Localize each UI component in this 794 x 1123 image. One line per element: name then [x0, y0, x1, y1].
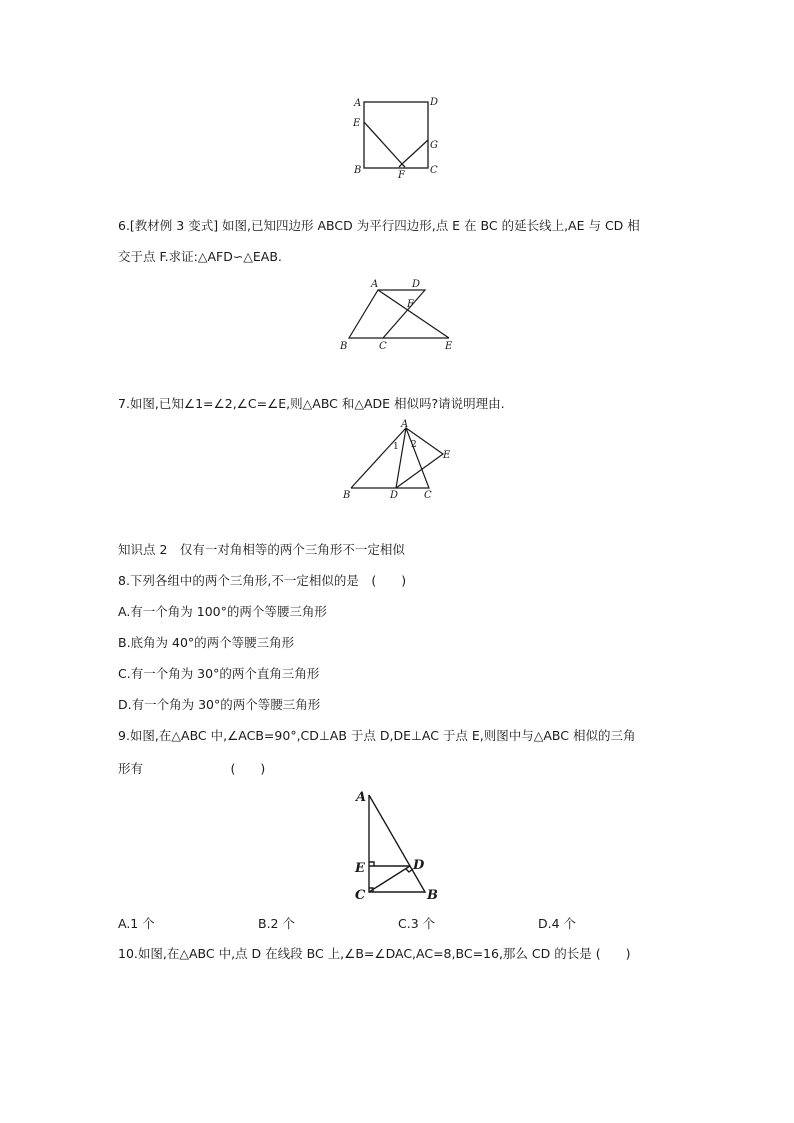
figure-q9 [350, 785, 450, 905]
q6-text-line1: 6.[教材例 3 变式] 如图,已知四边形 ABCD 为平行四边形,点 E 在 BC 的延长线上,AE 与 CD 相 [118, 218, 640, 233]
q9-text-line2: 形有 ( ) [118, 761, 266, 776]
fig7-label-2: 2 [411, 440, 417, 450]
fig9-label-C: C [355, 888, 366, 903]
fig9-label-A: A [356, 790, 367, 805]
fig6-label-A: A [371, 279, 379, 290]
section-heading: 知识点 2 仅有一对角相等的两个三角形不一定相似 [118, 542, 405, 557]
fig7-label-B: B [343, 490, 351, 501]
figure-q5 [340, 92, 460, 182]
q8-stem: 8.下列各组中的两个三角形,不一定相似的是 ( ) [118, 573, 407, 588]
fig5-label-A: A [354, 98, 362, 109]
figure-q7 [335, 418, 465, 503]
fig7-label-A: A [401, 419, 409, 430]
q9-option-d: D.4 个 [538, 916, 577, 931]
q8-option-a: A.有一个角为 100°的两个等腰三角形 [118, 604, 327, 619]
fig5-label-D: D [430, 97, 439, 108]
q9-option-b: B.2 个 [258, 916, 295, 931]
q7-text-line1: 7.如图,已知∠1=∠2,∠C=∠E,则△ABC 和△ADE 相似吗?请说明理由. [118, 396, 505, 411]
figure-q6 [335, 276, 465, 356]
fig5-label-B: B [354, 165, 362, 176]
fig6-label-F: F [407, 299, 414, 310]
fig6-label-D: D [412, 279, 421, 290]
q8-option-d: D.有一个角为 30°的两个等腰三角形 [118, 697, 321, 712]
fig7-label-C: C [424, 490, 432, 501]
q9-option-c: C.3 个 [398, 916, 436, 931]
fig5-label-F: F [398, 170, 405, 181]
fig5-label-C: C [430, 165, 438, 176]
q8-option-c: C.有一个角为 30°的两个直角三角形 [118, 666, 320, 681]
fig9-label-E: E [355, 861, 365, 876]
fig6-label-B: B [340, 341, 348, 352]
fig6-label-C: C [379, 341, 387, 352]
fig7-label-1: 1 [393, 442, 399, 452]
q8-option-b: B.底角为 40°的两个等腰三角形 [118, 635, 295, 650]
fig9-label-B: B [427, 888, 438, 903]
fig7-label-E: E [443, 450, 451, 461]
fig6-label-E: E [445, 341, 453, 352]
fig5-label-G: G [430, 140, 438, 151]
q6-text-line2: 交于点 F.求证:△AFD∽△EAB. [118, 249, 282, 264]
fig7-label-D: D [390, 490, 399, 501]
q9-option-a: A.1 个 [118, 916, 155, 931]
fig5-label-E: E [353, 118, 361, 129]
q9-text-line1: 9.如图,在△ABC 中,∠ACB=90°,CD⊥AB 于点 D,DE⊥AC 于点 E,则图中与△ABC 相似的三角 [118, 728, 636, 743]
fig9-label-D: D [413, 858, 425, 873]
q10-text-line1: 10.如图,在△ABC 中,点 D 在线段 BC 上,∠B=∠DAC,AC=8,BC=16,那么 CD 的长是 ( ) [118, 946, 631, 961]
